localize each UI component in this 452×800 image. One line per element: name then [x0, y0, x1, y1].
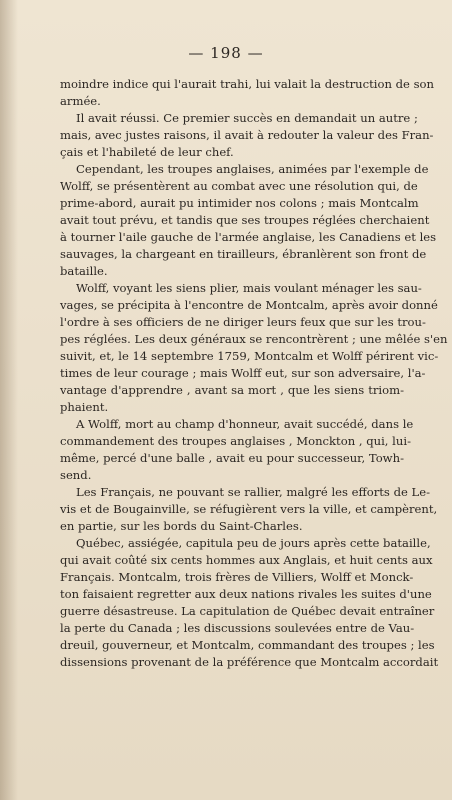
text-line: A Wolff, mort au champ d'honneur, avait succédé, dans le	[76, 417, 414, 431]
page-number: — 198 —	[188, 44, 264, 62]
text-line: vages, se précipita à l'encontre de Montcalm, après avoir donné	[60, 298, 438, 312]
text-line: ton faisaient regretter aux deux nations rivales les suites d'une	[60, 587, 432, 601]
text-line: send.	[60, 468, 92, 482]
text-line: Les Français, ne pouvant se rallier, malgré les efforts de Le-	[76, 485, 431, 499]
text-line: dissensions provenant de la préférence que Montcalm accordait	[60, 655, 439, 669]
text-line: moindre indice qui l'aurait trahi, lui valait la destruction de son	[60, 77, 434, 91]
text-line: phaient.	[60, 400, 109, 414]
text-line: Français. Montcalm, trois frères de Villiers, Wolff et Monck-	[60, 570, 414, 584]
text-line: avait tout prévu, et tandis que ses troupes réglées cherchaient	[60, 213, 430, 227]
text-line: pes réglées. Les deux généraux se rencontrèrent ; une mêlée s'en	[60, 332, 448, 346]
text-line: bataille.	[60, 264, 108, 278]
text-line: times de leur courage ; mais Wolff eut, sur son adversaire, l'a-	[60, 366, 426, 380]
text-line: qui avait coûté six cents hommes aux Anglais, et huit cents aux	[60, 553, 433, 567]
text-line: prime-abord, aurait pu intimider nos colons ; mais Montcalm	[60, 196, 419, 210]
text-line: Québec, assiégée, capitula peu de jours après cette bataille,	[76, 536, 431, 550]
text-line: Wolff, se présentèrent au combat avec une résolution qui, de	[60, 179, 418, 193]
body-text	[60, 76, 448, 671]
text-line: suivit, et, le 14 septembre 1759, Montcalm et Wolff périrent vic-	[60, 349, 439, 363]
text-line: Il avait réussi. Ce premier succès en demandait un autre ;	[76, 111, 418, 125]
text-line: l'ordre à ses officiers de ne diriger leurs feux que sur les trou-	[60, 315, 426, 329]
text-line: en partie, sur les bords du Saint-Charles.	[60, 519, 303, 533]
text-line: la perte du Canada ; les discussions soulevées entre de Vau-	[60, 621, 415, 635]
text-line: Cependant, les troupes anglaises, animées par l'exemple de	[76, 162, 429, 176]
text-line: guerre désastreuse. La capitulation de Québec devait entraîner	[60, 604, 435, 618]
text-line: à tourner l'aile gauche de l'armée anglaise, les Canadiens et les	[60, 230, 437, 244]
text-line: vis et de Bougainville, se réfugièrent vers la ville, et campèrent,	[60, 502, 438, 516]
text-line: mais, avec justes raisons, il avait à redouter la valeur des Fran-	[60, 128, 434, 142]
text-line: çais et l'habileté de leur chef.	[60, 145, 234, 159]
text-line: armée.	[60, 94, 101, 108]
text-line: dreuil, gouverneur, et Montcalm, commandant des troupes ; les	[60, 638, 435, 652]
text-line: sauvages, la chargeant en tirailleurs, ébranlèrent son front de	[60, 247, 427, 261]
text-line: commandement des troupes anglaises , Monckton , qui, lui-	[60, 434, 411, 448]
text-line: vantage d'apprendre , avant sa mort , que les siens triom-	[60, 383, 404, 397]
text-line: Wolff, voyant les siens plier, mais voulant ménager les sau-	[76, 281, 422, 295]
text-line: même, percé d'une balle , avait eu pour successeur, Towh-	[60, 451, 404, 465]
